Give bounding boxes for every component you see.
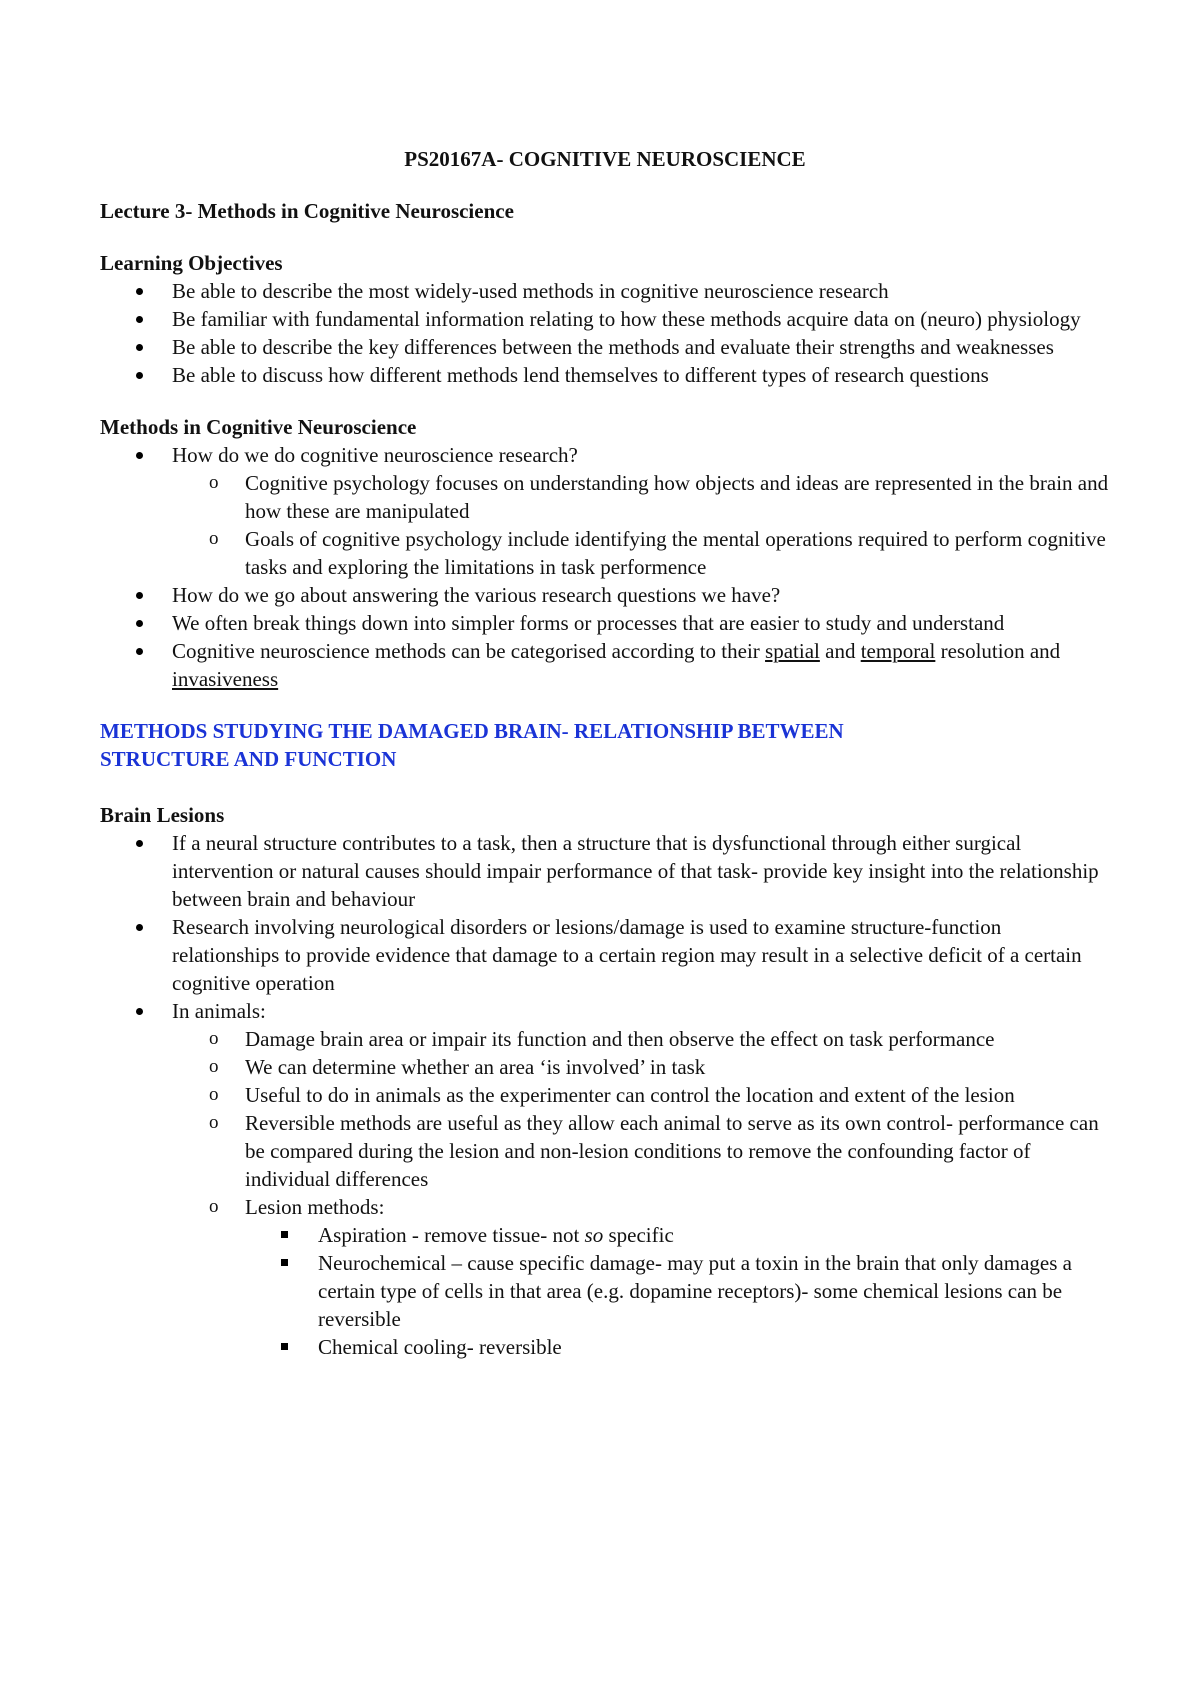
- list-item: [100, 637, 1110, 693]
- document-title: PS20167A- COGNITIVE NEUROSCIENCE: [404, 147, 806, 171]
- lecture-title: Lecture 3- Methods in Cognitive Neuroscience: [100, 199, 514, 223]
- document-page: [100, 145, 1110, 1361]
- lesion-method-item: [245, 1221, 1110, 1249]
- list-item: Research involving neurological disorders or lesions/damage is used to examine structure-function relationships to provide evidence that damage to a certain region may result in a selective deficit of a certain cognitive operation: [100, 913, 1110, 997]
- brain-lesions-list: [100, 829, 1110, 1361]
- sub-list-item: o Damage brain area or impair its function and then observe the effect on task performance: [172, 1025, 1110, 1053]
- list-item: Be able to describe the most widely-used methods in cognitive neuroscience research: [100, 277, 1110, 305]
- sub-list-item: o Useful to do in animals as the experimenter can control the location and extent of the lesion: [172, 1081, 1110, 1109]
- list-item: We often break things down into simpler forms or processes that are easier to study and understand: [100, 609, 1110, 637]
- brain-lesions-heading: Brain Lesions: [100, 803, 225, 827]
- sub-list-item: [172, 1193, 1110, 1361]
- list-item: Be able to describe the key differences between the methods and evaluate their strengths and weaknesses: [100, 333, 1110, 361]
- italic-word: so: [584, 1223, 604, 1247]
- list-item: [100, 441, 1110, 581]
- underlined-term-temporal: temporal: [860, 639, 936, 663]
- learning-objectives-list: [100, 277, 1110, 389]
- learning-objectives-heading: Learning Objectives: [100, 251, 283, 275]
- sub-list-item: o Goals of cognitive psychology include identifying the mental operations required to perform cognitive tasks and exploring the limitations in task performence: [172, 525, 1110, 581]
- list-item-text: How do we do cognitive neuroscience research?: [172, 443, 578, 467]
- lesion-method-item: Neurochemical – cause specific damage- may put a toxin in the brain that only damages a certain type of cells in that area (e.g. dopamine receptors)- some chemical lesions can be reversible: [245, 1249, 1110, 1333]
- list-item: How do we go about answering the various research questions we have?: [100, 581, 1110, 609]
- text-run: and: [819, 639, 861, 663]
- list-item: [100, 997, 1110, 1361]
- animals-sub-list: [172, 1025, 1110, 1361]
- text-run: specific: [603, 1223, 674, 1247]
- list-item: Be familiar with fundamental information relating to how these methods acquire data on (neuro) physiology: [100, 305, 1110, 333]
- list-item: If a neural structure contributes to a task, then a structure that is dysfunctional through either surgical intervention or natural causes should impair performance of that task- provide key insight into the relationship between brain and behaviour: [100, 829, 1110, 913]
- damaged-brain-section-heading: METHODS STUDYING THE DAMAGED BRAIN- RELATIONSHIP BETWEEN STRUCTURE AND FUNCTION: [100, 719, 844, 771]
- lesion-method-item: Chemical cooling- reversible: [245, 1333, 1110, 1361]
- sub-list-item: o Reversible methods are useful as they allow each animal to serve as its own control- performance can be compared during the lesion and non-lesion conditions to remove the confounding factor of individual differences: [172, 1109, 1110, 1193]
- text-run: resolution and: [935, 639, 1061, 663]
- underlined-term-invasiveness: invasiveness: [172, 667, 279, 691]
- text-run: Aspiration - remove tissue- not: [318, 1223, 585, 1247]
- underlined-term-spatial: spatial: [765, 639, 820, 663]
- list-item-text: In animals:: [172, 999, 266, 1023]
- sub-list-item: o We can determine whether an area ‘is involved’ in task: [172, 1053, 1110, 1081]
- list-item: Be able to discuss how different methods lend themselves to different types of research questions: [100, 361, 1110, 389]
- lesion-methods-list: [245, 1221, 1110, 1361]
- sub-list: [172, 469, 1110, 581]
- list-item-text: Lesion methods:: [245, 1195, 385, 1219]
- sub-list-item: o Cognitive psychology focuses on understanding how objects and ideas are represented in the brain and how these are manipulated: [172, 469, 1110, 525]
- methods-heading: Methods in Cognitive Neuroscience: [100, 415, 417, 439]
- text-run: Cognitive neuroscience methods can be categorised according to their: [172, 639, 766, 663]
- methods-list: [100, 441, 1110, 693]
